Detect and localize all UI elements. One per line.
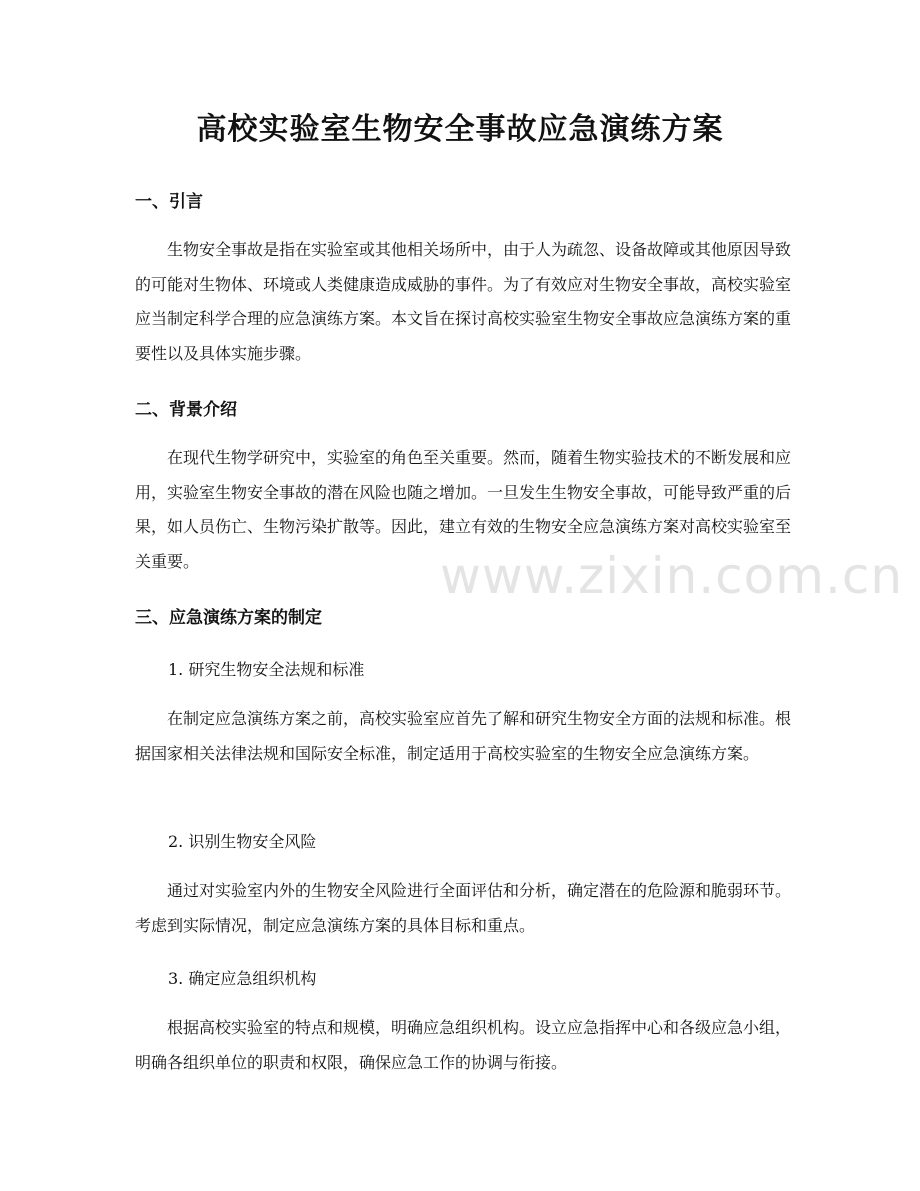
section-paragraph-introduction: 生物安全事故是指在实验室或其他相关场所中，由于人为疏忽、设备故障或其他原因导致的可能对生物体、环境或人类健康造成威胁的事件。为了有效应对生物安全事故，高校实验室应当制定科学合理的应急演练方案。本文旨在探讨高校实验室生物安全事故应急演练方案的重要性以及具体实施步骤。 [135, 240, 792, 363]
section-heading-introduction: 一、引言 [135, 192, 203, 212]
subsection-paragraph-regulations: 在制定应急演练方案之前，高校实验室应首先了解和研究生物安全方面的法规和标准。根据国家相关法律法规和国际安全标准，制定适用于高校实验室的生物安全应急演练方案。 [135, 709, 792, 763]
subsection-title-risks: 2. 识别生物安全风险 [168, 832, 317, 851]
subsection-paragraph-risks: 通过对实验室内外的生物安全风险进行全面评估和分析，确定潜在的危险源和脆弱环节。考虑到实际情况，制定应急演练方案的具体目标和重点。 [135, 881, 792, 935]
subsection-title-organization: 3. 确定应急组织机构 [168, 969, 317, 988]
subsection-paragraph-organization: 根据高校实验室的特点和规模，明确应急组织机构。设立应急指挥中心和各级应急小组，明确各组织单位的职责和权限，确保应急工作的协调与衔接。 [135, 1018, 792, 1072]
section-heading-background: 二、背景介绍 [135, 400, 237, 420]
section-paragraph-background: 在现代生物学研究中，实验室的角色至关重要。然而，随着生物实验技术的不断发展和应用，实验室生物安全事故的潜在风险也随之增加。一旦发生生物安全事故，可能导致严重的后果，如人员伤亡、生物污染扩散等。因此，建立有效的生物安全应急演练方案对高校实验室至关重要。 [135, 448, 792, 571]
subsection-title-regulations: 1. 研究生物安全法规和标准 [168, 660, 365, 679]
document-title: 高校实验室生物安全事故应急演练方案 [196, 112, 724, 147]
section-heading-plan: 三、应急演练方案的制定 [135, 608, 322, 628]
watermark-text: www.zixin.com.cn [440, 547, 904, 605]
